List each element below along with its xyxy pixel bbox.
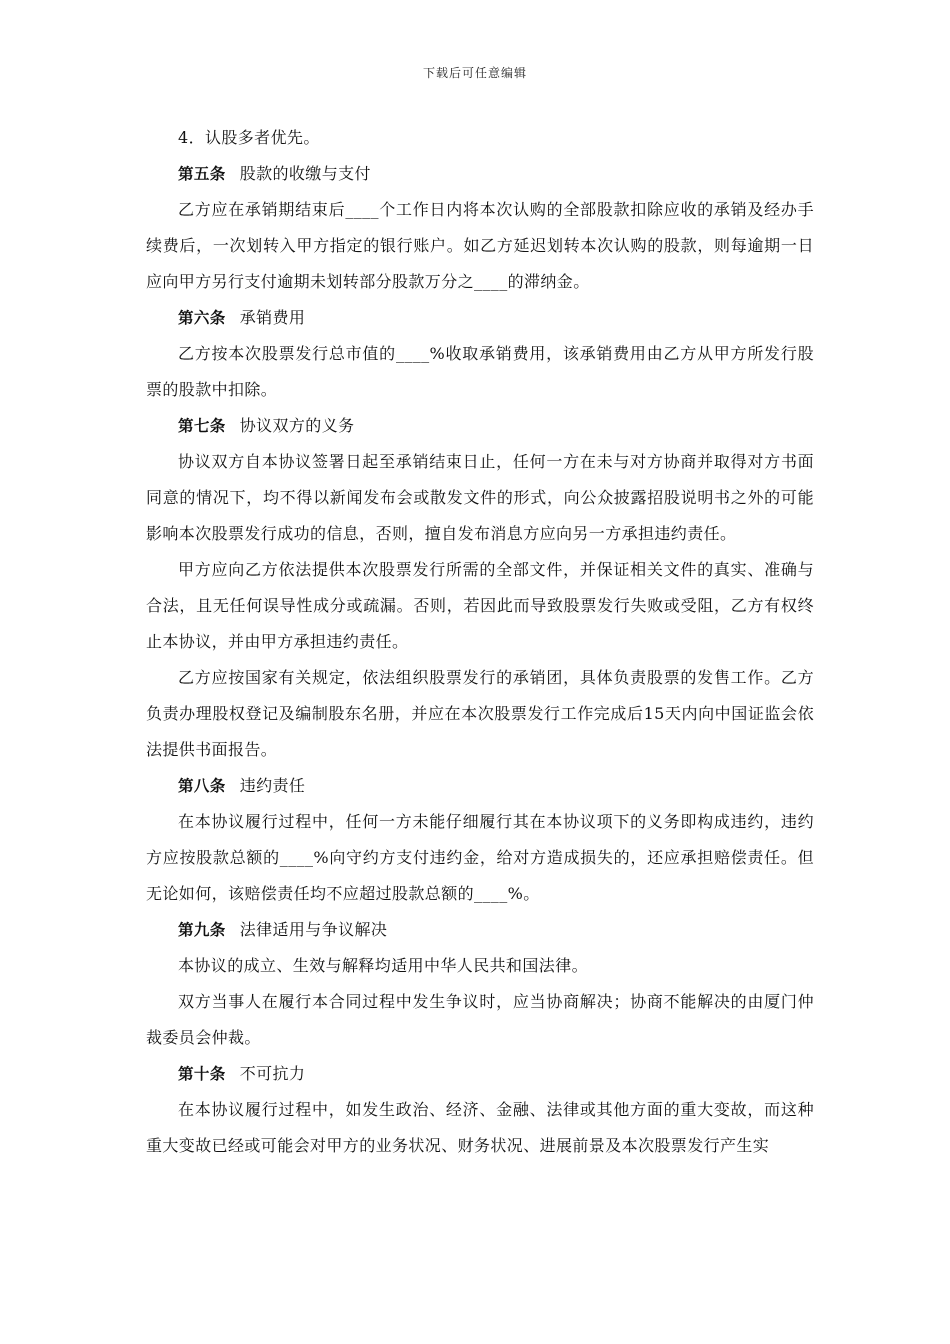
article-title: 不可抗力 [239, 1064, 306, 1083]
article-number: 第五条 [178, 165, 226, 183]
article-9-paragraph: 本协议的成立、生效与解释均适用中华人民共和国法律。 [178, 956, 589, 975]
article-6-heading [146, 300, 814, 336]
page-header-note: 下载后可任意编辑 [422, 66, 527, 80]
article-7-heading [146, 408, 814, 444]
article-number: 第六条 [178, 309, 226, 327]
article-number: 第十条 [178, 1065, 226, 1083]
article-title: 违约责任 [239, 776, 306, 795]
article-5-heading [146, 156, 814, 192]
article-9-paragraph: 双方当事人在履行本合同过程中发生争议时，应当协商解决；协商不能解决的由厦门仲裁委员会仲裁。 [146, 992, 814, 1047]
article-title: 股款的收缴与支付 [239, 164, 371, 183]
list-item-4: 4．认股多者优先。 [178, 128, 320, 147]
article-title: 承销费用 [239, 308, 306, 327]
article-10-paragraph: 在本协议履行过程中，如发生政治、经济、金融、法律或其他方面的重大变故，而这种重大变故已经或可能会对甲方的业务状况、财务状况、进展前景及本次股票发行产生实 [146, 1100, 814, 1155]
article-6-paragraph: 乙方按本次股票发行总市值的____%收取承销费用，该承销费用由乙方从甲方所发行股票的股款中扣除。 [146, 344, 814, 399]
article-title: 协议双方的义务 [239, 416, 355, 435]
article-title: 法律适用与争议解决 [239, 920, 388, 939]
article-5-paragraph: 乙方应在承销期结束后____个工作日内将本次认购的全部股款扣除应收的承销及经办手续费后，一次划转入甲方指定的银行账户。如乙方延迟划转本次认购的股款，则每逾期一日应向甲方另行支付逾期未划转部分股款万分之____的滞纳金。 [146, 200, 814, 291]
article-number: 第八条 [178, 777, 226, 795]
article-8-paragraph: 在本协议履行过程中，任何一方未能仔细履行其在本协议项下的义务即构成违约，违约方应按股款总额的____%向守约方支付违约金，给对方造成损失的，还应承担赔偿责任。但无论如何，该赔偿责任均不应超过股款总额的____%。 [146, 812, 814, 903]
article-7-paragraph: 协议双方自本协议签署日起至承销结束日止，任何一方在未与对方协商并取得对方书面同意的情况下，均不得以新闻发布会或散发文件的形式，向公众披露招股说明书之外的可能影响本次股票发行成功的信息，否则，擅自发布消息方应向另一方承担违约责任。 [146, 452, 814, 543]
article-number: 第七条 [178, 417, 226, 435]
article-10-heading [146, 1056, 814, 1092]
article-8-heading [146, 768, 814, 804]
document-body [146, 120, 814, 1164]
article-number: 第九条 [178, 921, 226, 939]
article-9-heading [146, 912, 814, 948]
article-7-paragraph: 乙方应按国家有关规定，依法组织股票发行的承销团，具体负责股票的发售工作。乙方负责办理股权登记及编制股东名册，并应在本次股票发行工作完成后15天内向中国证监会依法提供书面报告。 [146, 668, 814, 759]
article-7-paragraph: 甲方应向乙方依法提供本次股票发行所需的全部文件，并保证相关文件的真实、准确与合法，且无任何误导性成分或疏漏。否则，若因此而导致股票发行失败或受阻，乙方有权终止本协议，并由甲方承担违约责任。 [146, 560, 814, 651]
